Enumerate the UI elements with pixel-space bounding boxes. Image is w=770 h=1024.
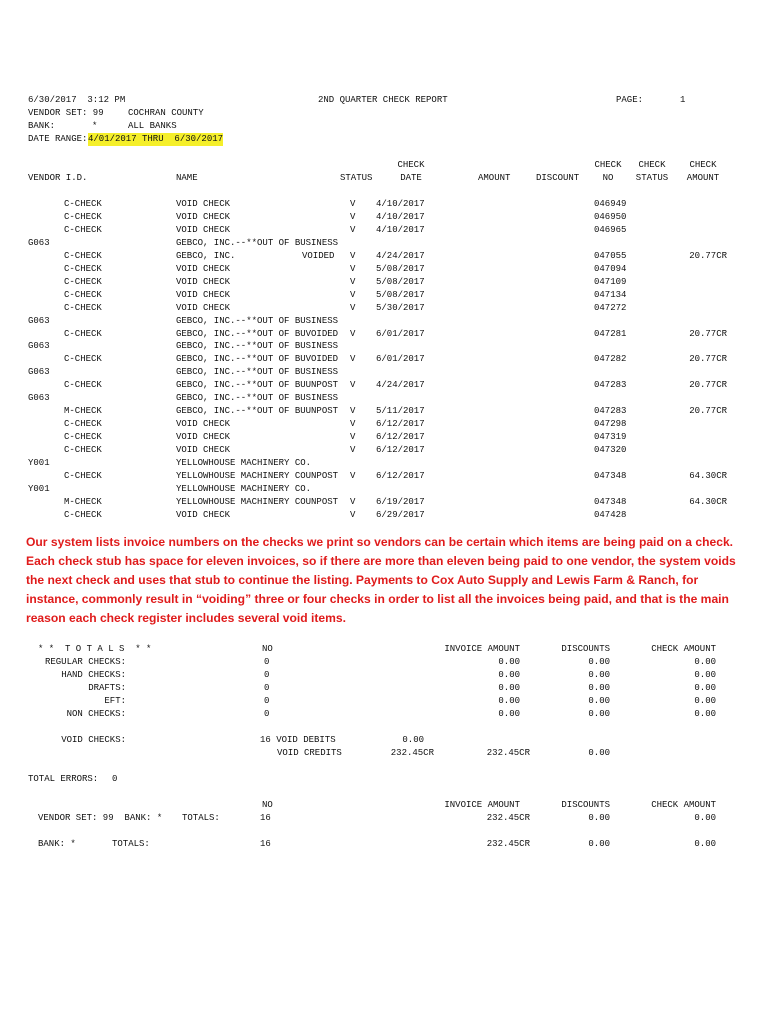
summary-vendor-totals: TOTALS:: [182, 813, 220, 823]
col-check-amount-top: CHECK: [689, 160, 717, 170]
vendor-id: G063: [28, 393, 50, 404]
totals-row: [0, 656, 770, 669]
summary-vendor-check: 0.00: [694, 813, 716, 823]
table-row: [0, 198, 770, 211]
totals-check: 0.00: [694, 696, 716, 706]
col-name: NAME: [176, 173, 198, 183]
check-type: C-CHECK: [64, 328, 102, 339]
check-date: 6/12/2017: [376, 445, 425, 456]
bank-value: *: [92, 121, 98, 131]
totals-row: [0, 669, 770, 682]
check-type: C-CHECK: [64, 211, 102, 222]
vendor-id: Y001: [28, 458, 50, 468]
row-status: V: [350, 250, 356, 261]
payee-name: VOID CHECK: [176, 445, 231, 456]
void-debits-label: 16 VOID DEBITS: [260, 735, 336, 745]
table-row: [0, 405, 770, 418]
payee-name: GEBCO, INC.--**OUT OF BUVOIDED: [176, 328, 339, 339]
totals-discounts: 0.00: [588, 709, 610, 719]
table-row: [0, 250, 770, 263]
row-status: V: [350, 276, 356, 287]
table-row: [0, 276, 770, 289]
row-status: V: [350, 354, 356, 365]
bank-label: BANK:: [28, 121, 56, 131]
check-number: 047272: [594, 302, 627, 313]
row-status: V: [350, 419, 356, 430]
vendor-id: Y001: [28, 483, 50, 494]
table-row: [0, 457, 770, 470]
totals-label: NON CHECKS:: [66, 709, 126, 719]
check-type: C-CHECK: [64, 276, 102, 287]
totals-label: DRAFTS:: [88, 683, 126, 693]
vendor-id: G063: [28, 315, 50, 326]
check-date: 4/10/2017: [376, 224, 425, 235]
summary-invoice-header: INVOICE AMOUNT: [444, 800, 520, 810]
vendor-id: G063: [28, 237, 50, 248]
summary-check-amount-header: CHECK AMOUNT: [651, 800, 716, 810]
check-date: 6/01/2017: [376, 354, 425, 365]
summary-bank-label: BANK: *: [38, 839, 76, 849]
check-number: 047348: [594, 470, 627, 481]
check-number: 046950: [594, 211, 627, 222]
table-row: [0, 379, 770, 392]
payee-name: YELLOWHOUSE MACHINERY CO.: [176, 483, 312, 494]
row-status: V: [350, 406, 356, 417]
totals-row: [0, 708, 770, 721]
table-row: [0, 444, 770, 457]
table-row: [0, 315, 770, 328]
table-row: [0, 470, 770, 483]
check-date: 6/01/2017: [376, 328, 425, 339]
totals-no: 0: [264, 683, 270, 693]
check-date: 5/11/2017: [376, 406, 425, 417]
totals-title: * * T O T A L S * *: [38, 644, 152, 654]
check-type: C-CHECK: [64, 445, 102, 456]
table-row: [0, 353, 770, 366]
table-row: [0, 496, 770, 509]
col-check-no-top: CHECK: [594, 160, 622, 170]
summary-no-header: NO: [262, 800, 273, 810]
check-number: 047428: [594, 509, 627, 520]
check-number: 047094: [594, 263, 627, 274]
check-type: C-CHECK: [64, 224, 102, 235]
void-flag: VOIDED: [302, 250, 335, 261]
col-check-no-bottom: NO: [602, 173, 614, 183]
row-status: V: [350, 470, 356, 481]
payee-name: VOID CHECK: [176, 432, 231, 443]
totals-invoice: 0.00: [498, 670, 520, 680]
payee-name: GEBCO, INC.--**OUT OF BUUNPOST: [176, 380, 339, 391]
totals-check: 0.00: [694, 670, 716, 680]
payee-name: GEBCO, INC.--**OUT OF BUUNPOST: [176, 406, 339, 417]
payee-name: GEBCO, INC.--**OUT OF BUSINESS: [176, 237, 339, 248]
void-discounts-value: 0.00: [588, 748, 610, 758]
check-date: 4/10/2017: [376, 199, 425, 209]
check-type: C-CHECK: [64, 289, 102, 300]
check-date: 6/12/2017: [376, 432, 425, 443]
check-type: C-CHECK: [64, 509, 102, 520]
check-amount: 64.30CR: [689, 496, 727, 507]
table-row: [0, 211, 770, 224]
col-check-date-top: CHECK: [397, 160, 425, 170]
check-number: 047298: [594, 419, 627, 430]
explanatory-note: Our system lists invoice numbers on the checks we print so vendors can be certain which items are being paid on a check. Each check stub has space for eleven invoices, so if there are more than eleven being paid to one vendor, the system voids the next check and uses that stub to continue the listing. Payments to Cox Auto Supply and Lewis Farm & Ranch, for instance, commonly result in “voiding” three or four checks in order to list all the invoices being paid, and that is the main reason each check register includes several void items.: [26, 535, 736, 625]
payee-name: YELLOWHOUSE MACHINERY COUNPOST: [176, 470, 339, 481]
report-datetime: 6/30/2017 3:12 PM: [28, 95, 126, 105]
col-amount: AMOUNT: [478, 173, 511, 183]
payee-name: VOID CHECK: [176, 211, 231, 222]
check-type: C-CHECK: [64, 419, 102, 430]
row-status: V: [350, 328, 356, 339]
totals-invoice: 0.00: [498, 657, 520, 667]
check-number: 047134: [594, 289, 627, 300]
bank-name: ALL BANKS: [128, 121, 177, 131]
summary-bank-no: 16: [260, 839, 271, 849]
check-number: 047348: [594, 496, 627, 507]
totals-label: HAND CHECKS:: [61, 670, 126, 680]
payee-name: VOID CHECK: [176, 199, 231, 209]
page-number: 1: [680, 95, 686, 105]
totals-row: [0, 682, 770, 695]
check-number: 046949: [594, 199, 627, 209]
table-row: [0, 483, 770, 496]
totals-invoice: 0.00: [498, 709, 520, 719]
table-row: [0, 340, 770, 353]
void-invoice-value: 232.45CR: [486, 748, 530, 758]
summary-vendor-no: 16: [260, 813, 271, 823]
check-type: C-CHECK: [64, 470, 102, 481]
row-status: V: [350, 302, 356, 313]
totals-discounts: 0.00: [588, 670, 610, 680]
totals-check: 0.00: [694, 709, 716, 719]
check-date: 6/19/2017: [376, 496, 425, 507]
check-number: 047282: [594, 354, 627, 365]
table-row: [0, 328, 770, 341]
check-date: 6/12/2017: [376, 470, 425, 481]
totals-discounts: 0.00: [588, 657, 610, 667]
summary-vendor-invoice: 232.45CR: [486, 813, 530, 823]
payee-name: GEBCO, INC.--**OUT OF BUSINESS: [176, 393, 339, 404]
payee-name: VOID CHECK: [176, 302, 231, 313]
vendor-set-label: VENDOR SET: 99: [28, 108, 104, 118]
totals-discounts: 0.00: [588, 683, 610, 693]
row-status: V: [350, 509, 356, 520]
check-type: M-CHECK: [64, 496, 102, 507]
date-range-value: 4/01/2017 THRU 6/30/2017: [88, 134, 224, 144]
table-row: [0, 289, 770, 302]
check-date: 4/24/2017: [376, 250, 425, 261]
totals-check: 0.00: [694, 657, 716, 667]
totals-check: 0.00: [694, 683, 716, 693]
total-errors-label: TOTAL ERRORS:: [28, 774, 99, 784]
payee-name: GEBCO, INC.--**OUT OF BUVOIDED: [176, 354, 339, 365]
totals-row: [0, 695, 770, 708]
check-type: C-CHECK: [64, 302, 102, 313]
check-amount: 20.77CR: [689, 250, 727, 261]
void-checks-label: VOID CHECKS:: [61, 735, 126, 745]
row-status: V: [350, 289, 356, 300]
payee-name: VOID CHECK: [176, 276, 231, 287]
check-number: 047283: [594, 380, 627, 391]
table-row: [0, 302, 770, 315]
check-amount: 20.77CR: [689, 328, 727, 339]
totals-label: EFT:: [104, 696, 126, 706]
payee-name: VOID CHECK: [176, 263, 231, 274]
row-status: V: [350, 263, 356, 274]
summary-bank-totals: TOTALS:: [112, 839, 150, 849]
void-credits-label: VOID CREDITS: [277, 748, 342, 758]
check-type: C-CHECK: [64, 380, 102, 391]
check-type: C-CHECK: [64, 263, 102, 274]
payee-name: GEBCO, INC.--**OUT OF BUSINESS: [176, 367, 339, 378]
table-row: [0, 366, 770, 379]
payee-name: VOID CHECK: [176, 419, 231, 430]
summary-discounts-header: DISCOUNTS: [561, 800, 610, 810]
check-type: C-CHECK: [64, 199, 102, 209]
payee-name: GEBCO, INC.: [176, 250, 236, 261]
payee-name: GEBCO, INC.--**OUT OF BUSINESS: [176, 315, 339, 326]
check-date: 5/08/2017: [376, 289, 425, 300]
totals-no: 0: [264, 657, 270, 667]
summary-vendor-discounts: 0.00: [588, 813, 610, 823]
date-range-label: DATE RANGE:: [28, 134, 88, 144]
check-date: 4/24/2017: [376, 380, 425, 391]
col-vendor-id: VENDOR I.D.: [28, 173, 88, 183]
summary-vendor-label: VENDOR SET: 99 BANK: *: [38, 813, 163, 823]
row-status: V: [350, 380, 356, 391]
check-number: 047281: [594, 328, 627, 339]
table-row: [0, 392, 770, 405]
table-row: [0, 263, 770, 276]
check-date: 6/12/2017: [376, 419, 425, 430]
row-status: V: [350, 432, 356, 443]
row-status: V: [350, 445, 356, 456]
void-credits-value: 232.45CR: [390, 748, 434, 758]
totals-no-header: NO: [262, 644, 273, 654]
table-row: [0, 509, 770, 522]
check-amount: 20.77CR: [689, 406, 727, 417]
check-type: C-CHECK: [64, 432, 102, 443]
row-status: V: [350, 224, 356, 235]
summary-bank-check: 0.00: [694, 839, 716, 849]
check-number: 047055: [594, 250, 627, 261]
check-type: C-CHECK: [64, 250, 102, 261]
report-title: 2ND QUARTER CHECK REPORT: [318, 95, 448, 105]
check-number: 046965: [594, 224, 627, 235]
payee-name: VOID CHECK: [176, 509, 231, 520]
check-amount: 64.30CR: [689, 470, 727, 481]
page-label: PAGE:: [616, 95, 644, 105]
summary-bank-discounts: 0.00: [588, 839, 610, 849]
payee-name: YELLOWHOUSE MACHINERY CO.: [176, 458, 312, 468]
check-amount: 20.77CR: [689, 354, 727, 365]
table-row: [0, 431, 770, 444]
totals-discounts-header: DISCOUNTS: [561, 644, 610, 654]
payee-name: VOID CHECK: [176, 289, 231, 300]
row-status: V: [350, 211, 356, 222]
check-date: 5/08/2017: [376, 276, 425, 287]
col-check-amount-bottom: AMOUNT: [686, 173, 720, 183]
row-status: V: [350, 496, 356, 507]
payee-name: YELLOWHOUSE MACHINERY COUNPOST: [176, 496, 339, 507]
col-check-date-bottom: DATE: [400, 173, 422, 183]
check-number: 047320: [594, 445, 627, 456]
vendor-id: G063: [28, 367, 50, 378]
totals-invoice: 0.00: [498, 683, 520, 693]
totals-invoice: 0.00: [498, 696, 520, 706]
check-amount: 20.77CR: [689, 380, 727, 391]
check-date: 5/08/2017: [376, 263, 425, 274]
check-date: 6/29/2017: [376, 509, 425, 520]
check-type: C-CHECK: [64, 354, 102, 365]
row-status: V: [350, 199, 356, 209]
vendor-id: G063: [28, 341, 50, 352]
table-row: [0, 418, 770, 431]
check-number: 047319: [594, 432, 627, 443]
check-number: 047109: [594, 276, 627, 287]
void-debits-value: 0.00: [402, 735, 424, 745]
totals-no: 0: [264, 670, 270, 680]
check-date: 4/10/2017: [376, 211, 425, 222]
check-number: 047283: [594, 406, 627, 417]
col-discount: DISCOUNT: [536, 173, 580, 183]
check-date: 5/30/2017: [376, 302, 425, 313]
totals-no: 0: [264, 696, 270, 706]
totals-label: REGULAR CHECKS:: [44, 657, 126, 667]
col-check-status-top: CHECK: [638, 160, 666, 170]
col-status: STATUS: [340, 173, 373, 183]
vendor-set-name: COCHRAN COUNTY: [128, 108, 204, 118]
totals-invoice-header: INVOICE AMOUNT: [444, 644, 520, 654]
check-type: M-CHECK: [64, 406, 102, 417]
table-row: [0, 224, 770, 237]
table-row: [0, 237, 770, 250]
payee-name: GEBCO, INC.--**OUT OF BUSINESS: [176, 341, 339, 352]
totals-check-amount-header: CHECK AMOUNT: [651, 644, 716, 654]
col-check-status-bottom: STATUS: [635, 173, 669, 183]
summary-bank-invoice: 232.45CR: [486, 839, 530, 849]
payee-name: VOID CHECK: [176, 224, 231, 235]
totals-discounts: 0.00: [588, 696, 610, 706]
total-errors-value: 0: [112, 774, 118, 784]
totals-no: 0: [264, 709, 270, 719]
